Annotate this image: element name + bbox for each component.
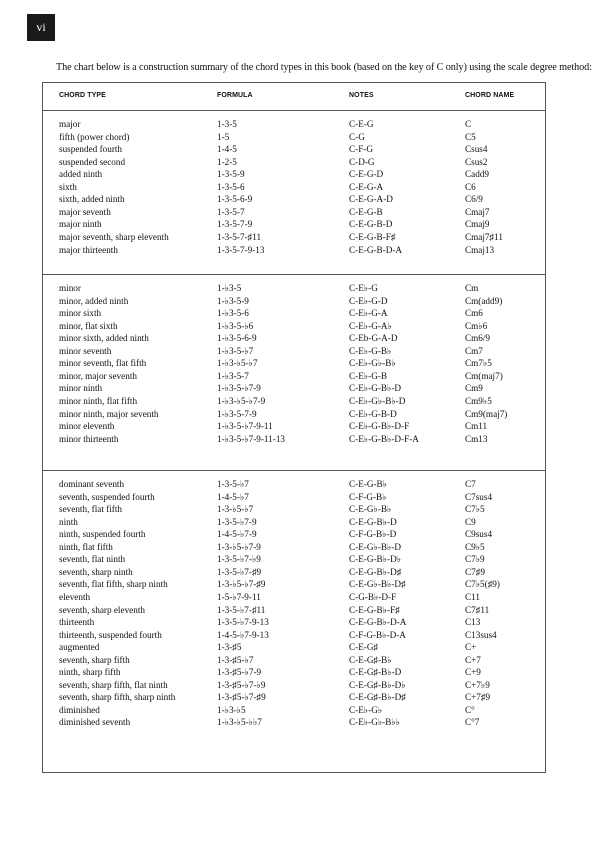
- chord-name-cell: Csus4: [465, 144, 488, 155]
- notes-cell: C-E♭-G-D: [349, 295, 388, 306]
- notes-cell: C-Eb-G-A-D: [349, 333, 398, 344]
- formula-cell: 1-4-5-♭7-9: [217, 529, 257, 540]
- formula-cell: 1-4-5: [217, 144, 237, 155]
- chord-type-cell: sixth: [59, 181, 77, 192]
- chord-type-cell: seventh, sharp fifth, flat ninth: [59, 679, 168, 690]
- chord-name-cell: C9♭5: [465, 541, 485, 552]
- notes-cell: C-E♭-G-B♭-D-F: [349, 421, 410, 432]
- chord-name-cell: Cmaj7: [465, 206, 490, 217]
- table-row: [43, 655, 545, 667]
- table-row: [43, 567, 545, 579]
- chord-type-cell: major seventh, sharp eleventh: [59, 231, 169, 242]
- notes-cell: C-E♭-G-B♭-D-F-A: [349, 433, 419, 444]
- notes-cell: C-E-G♭-B♭-D♯: [349, 579, 406, 590]
- table-row: [43, 169, 545, 181]
- chord-type-cell: ninth, sharp fifth: [59, 667, 121, 678]
- formula-cell: 1-3-♯5-♭7: [217, 654, 254, 665]
- chord-name-cell: C7♭9: [465, 554, 485, 565]
- chord-name-cell: C+7♭9: [465, 679, 490, 690]
- table-row: [43, 605, 545, 617]
- notes-cell: C-E♭-G♭-B♭-D: [349, 395, 406, 406]
- notes-cell: C-G: [349, 131, 365, 142]
- notes-cell: C-E-G♯: [349, 642, 379, 653]
- formula-cell: 1-3-5-7-9-13: [217, 244, 265, 255]
- notes-cell: C-E-G-B♭-D♯: [349, 566, 402, 577]
- notes-cell: C-G-B♭-D-F: [349, 591, 397, 602]
- chord-type-cell: seventh, sharp fifth: [59, 654, 130, 665]
- notes-cell: C-E♭-G♭-B♭♭: [349, 717, 401, 728]
- chord-name-cell: C7♯9: [465, 566, 485, 577]
- chord-type-cell: major thirteenth: [59, 244, 118, 255]
- table-row: [43, 680, 545, 692]
- formula-cell: 1-2-5: [217, 156, 237, 167]
- chord-type-cell: suspended second: [59, 156, 126, 167]
- chord-name-cell: Cm(add9): [465, 295, 503, 306]
- chord-type-cell: seventh, suspended fourth: [59, 491, 155, 502]
- chord-type-cell: eleventh: [59, 591, 91, 602]
- formula-cell: 1-3-5-♭7-9: [217, 516, 257, 527]
- notes-cell: C-E-G-B♭: [349, 479, 388, 489]
- formula-cell: 1-3-♯5-♭7-♭9: [217, 679, 266, 690]
- table-row: [43, 717, 545, 729]
- table-row: [43, 119, 545, 131]
- chord-type-cell: minor ninth, major seventh: [59, 408, 159, 419]
- header-formula: FORMULA: [217, 92, 253, 99]
- chord-name-cell: C°: [465, 704, 475, 715]
- table-header: [43, 83, 545, 111]
- formula-cell: 1-5-♭7-9-11: [217, 591, 261, 602]
- chord-type-cell: added ninth: [59, 169, 103, 180]
- chord-name-cell: C13sus4: [465, 629, 497, 640]
- chord-name-cell: Cm6/9: [465, 333, 491, 344]
- chord-type-cell: minor ninth, flat fifth: [59, 395, 138, 406]
- chord-name-cell: Cm(maj7): [465, 370, 503, 381]
- formula-cell: 1-♭3-5-♭7-9: [217, 383, 261, 394]
- table-row: [43, 346, 545, 358]
- table-row: [43, 517, 545, 529]
- table-row: [43, 409, 545, 421]
- chord-name-cell: Cm9♭5: [465, 395, 492, 406]
- chord-name-cell: Cm9: [465, 383, 483, 394]
- formula-cell: 1-3-♯5-♭7-♯9: [217, 692, 266, 703]
- formula-cell: 1-3-♯5: [217, 642, 242, 653]
- table-row: [43, 383, 545, 395]
- table-row: [43, 617, 545, 629]
- chord-name-cell: C6: [465, 181, 476, 192]
- formula-cell: 1-3-5-6: [217, 181, 245, 192]
- formula-cell: 1-3-5: [217, 119, 237, 129]
- table-row: [43, 308, 545, 320]
- chord-type-cell: seventh, sharp ninth: [59, 566, 133, 577]
- chord-type-cell: seventh, sharp fifth, sharp ninth: [59, 692, 176, 703]
- formula-cell: 1-3-5-9: [217, 169, 245, 180]
- formula-cell: 1-♭3-5-9: [217, 295, 249, 306]
- table-row: [43, 479, 545, 491]
- header-notes: NOTES: [349, 92, 374, 99]
- formula-cell: 1-♭3-5: [217, 283, 242, 293]
- notes-cell: C-E-G♯-B♭-D: [349, 667, 402, 678]
- chord-type-cell: diminished seventh: [59, 717, 131, 728]
- chord-type-cell: minor sixth, added ninth: [59, 333, 149, 344]
- notes-cell: C-E-G-D: [349, 169, 384, 180]
- chord-type-cell: diminished: [59, 704, 100, 715]
- notes-cell: C-E-G♯-B♭-D♭: [349, 679, 406, 690]
- chord-type-cell: major seventh: [59, 206, 111, 217]
- table-row: [43, 692, 545, 704]
- notes-cell: C-E-G♭-B♭-D: [349, 541, 402, 552]
- formula-cell: 1-3-♯5-♭7-9: [217, 667, 262, 678]
- formula-cell: 1-3-5-6-9: [217, 194, 253, 205]
- chord-type-cell: ninth: [59, 516, 78, 527]
- formula-cell: 1-3-5-7-9: [217, 219, 253, 230]
- chord-type-cell: minor, major seventh: [59, 370, 137, 381]
- formula-cell: 1-♭3-5-6-9: [217, 333, 257, 344]
- formula-cell: 1-♭3-5-♭7: [217, 345, 254, 356]
- notes-cell: C-E♭-G-B♭-D: [349, 383, 402, 394]
- chord-name-cell: Cm11: [465, 421, 488, 432]
- table-row: [43, 157, 545, 169]
- formula-cell: 1-♭3-5-6: [217, 308, 249, 319]
- intro-text: The chart below is a construction summary of the chord types in this book (based on the key of C only) using the scale degree method:: [56, 62, 592, 73]
- chord-type-cell: dominant seventh: [59, 479, 125, 489]
- chord-name-cell: C5: [465, 131, 476, 142]
- table-row: [43, 434, 545, 446]
- chord-section-1: [43, 111, 545, 275]
- chord-type-cell: major: [59, 119, 81, 129]
- chord-type-cell: minor sixth: [59, 308, 102, 319]
- chord-name-cell: C°7: [465, 717, 480, 728]
- table-row: [43, 132, 545, 144]
- chord-type-cell: thirteenth, suspended fourth: [59, 629, 162, 640]
- table-row: [43, 421, 545, 433]
- table-row: [43, 232, 545, 244]
- chord-type-cell: ninth, flat fifth: [59, 541, 113, 552]
- notes-cell: C-E♭-G-A♭: [349, 320, 392, 331]
- chord-type-cell: seventh, flat fifth, sharp ninth: [59, 579, 168, 590]
- table-row: [43, 396, 545, 408]
- table-row: [43, 642, 545, 654]
- notes-cell: C-E♭-G♭: [349, 704, 383, 715]
- table-row: [43, 592, 545, 604]
- chord-type-cell: minor thirteenth: [59, 433, 119, 444]
- chord-name-cell: C+: [465, 642, 477, 653]
- notes-cell: C-E-G-B: [349, 206, 383, 217]
- chord-section-2: [43, 275, 545, 471]
- chord-type-cell: minor: [59, 283, 81, 293]
- chord-name-cell: C+7♯9: [465, 692, 491, 703]
- formula-cell: 1-4-5-♭7: [217, 491, 249, 502]
- chord-name-cell: C9sus4: [465, 529, 493, 540]
- chord-name-cell: C+7: [465, 654, 481, 665]
- chord-name-cell: Cmaj7♯11: [465, 231, 503, 242]
- chord-type-cell: sixth, added ninth: [59, 194, 125, 205]
- chord-type-cell: seventh, flat fifth: [59, 504, 123, 515]
- chord-type-cell: suspended fourth: [59, 144, 123, 155]
- notes-cell: C-E♭-G-B♭: [349, 345, 392, 356]
- chord-name-cell: C7♯11: [465, 604, 490, 615]
- table-row: [43, 504, 545, 516]
- table-row: [43, 283, 545, 295]
- chord-name-cell: C7sus4: [465, 491, 493, 502]
- formula-cell: 1-♭3-5-7-9: [217, 408, 257, 419]
- table-row: [43, 245, 545, 257]
- notes-cell: C-E-G♯-B♭: [349, 654, 392, 665]
- notes-cell: C-E♭-G-B-D: [349, 408, 397, 419]
- page-number: vi: [36, 20, 46, 34]
- notes-cell: C-F-G-B♭: [349, 491, 387, 502]
- chord-name-cell: Cm♭6: [465, 320, 488, 331]
- notes-cell: C-E-G-B♭-F♯: [349, 604, 400, 615]
- chord-name-cell: C7♭5: [465, 504, 485, 515]
- formula-cell: 1-♭3-5-♭6: [217, 320, 254, 331]
- table-row: [43, 542, 545, 554]
- chord-name-cell: C+9: [465, 667, 481, 678]
- formula-cell: 1-3-♭5-♭7-9: [217, 541, 261, 552]
- chord-name-cell: Cmaj13: [465, 244, 495, 255]
- formula-cell: 1-♭3-♭5-♭7-9: [217, 395, 266, 406]
- chord-chart-table: [42, 82, 546, 773]
- formula-cell: 1-3-5-♭7: [217, 479, 249, 489]
- table-row: [43, 333, 545, 345]
- chord-type-cell: fifth (power chord): [59, 131, 130, 142]
- formula-cell: 1-♭3-♭5-♭7: [217, 358, 258, 369]
- formula-cell: 1-5: [217, 131, 230, 142]
- notes-cell: C-E-G-B♭-D: [349, 516, 397, 527]
- formula-cell: 1-3-5-♭7-♭9: [217, 554, 261, 565]
- chord-name-cell: Cm: [465, 283, 479, 293]
- chord-type-cell: major ninth: [59, 219, 102, 230]
- table-row: [43, 554, 545, 566]
- chord-type-cell: seventh, sharp eleventh: [59, 604, 145, 615]
- notes-cell: C-E♭-G-B: [349, 370, 388, 381]
- chord-name-cell: C11: [465, 591, 480, 602]
- notes-cell: C-E-G♯-B♭-D♯: [349, 692, 406, 703]
- notes-cell: C-E♭-G♭-B♭: [349, 358, 396, 369]
- chord-name-cell: C7♭5(♯9): [465, 579, 500, 590]
- table-row: [43, 321, 545, 333]
- chord-name-cell: Cm9(maj7): [465, 408, 508, 419]
- formula-cell: 1-3-5-♭7-♯11: [217, 604, 266, 615]
- formula-cell: 1-3-♭5-♭7: [217, 504, 254, 515]
- formula-cell: 1-3-♭5-♭7-♯9: [217, 579, 266, 590]
- notes-cell: C-E♭-G: [349, 283, 378, 293]
- table-row: [43, 492, 545, 504]
- formula-cell: 1-♭3-5-7: [217, 370, 249, 381]
- notes-cell: C-E-G-B-D-A: [349, 244, 403, 255]
- chord-type-cell: minor, flat sixth: [59, 320, 118, 331]
- page-number-tab: [27, 14, 55, 41]
- chord-type-cell: seventh, flat ninth: [59, 554, 126, 565]
- notes-cell: C-E-G-B-D: [349, 219, 393, 230]
- table-row: [43, 371, 545, 383]
- table-row: [43, 182, 545, 194]
- chord-type-cell: minor, added ninth: [59, 295, 129, 306]
- formula-cell: 1-3-5-♭7-♯9: [217, 566, 262, 577]
- chord-name-cell: C7: [465, 479, 476, 489]
- notes-cell: C-F-G: [349, 144, 373, 155]
- chord-name-cell: Cmaj9: [465, 219, 490, 230]
- notes-cell: C-E-G-B♭-D♭: [349, 554, 402, 565]
- table-row: [43, 630, 545, 642]
- formula-cell: 1-3-5-7-♯11: [217, 231, 262, 242]
- table-row: [43, 579, 545, 591]
- table-row: [43, 529, 545, 541]
- formula-cell: 1-3-5-7: [217, 206, 245, 217]
- table-row: [43, 296, 545, 308]
- chord-name-cell: Csus2: [465, 156, 488, 167]
- chord-type-cell: thirteenth: [59, 617, 95, 628]
- table-row: [43, 194, 545, 206]
- header-chord-type: CHORD TYPE: [59, 92, 106, 99]
- notes-cell: C-F-G-B♭-D: [349, 529, 397, 540]
- chord-name-cell: Cadd9: [465, 169, 489, 180]
- formula-cell: 1-3-5-♭7-9-13: [217, 617, 269, 628]
- chord-type-cell: minor seventh: [59, 345, 112, 356]
- table-row: [43, 144, 545, 156]
- chord-name-cell: Cm7: [465, 345, 483, 356]
- chord-name-cell: C: [465, 119, 472, 129]
- formula-cell: 1-♭3-♭5: [217, 704, 246, 715]
- chord-type-cell: ninth, suspended fourth: [59, 529, 146, 540]
- formula-cell: 1-♭3-♭5-♭♭7: [217, 717, 262, 728]
- notes-cell: C-E♭-G-A: [349, 308, 388, 319]
- formula-cell: 1-♭3-5-♭7-9-11: [217, 421, 273, 432]
- notes-cell: C-F-G-B♭-D-A: [349, 629, 406, 640]
- header-chord-name: CHORD NAME: [465, 92, 515, 99]
- chord-type-cell: minor ninth: [59, 383, 103, 394]
- notes-cell: C-E-G-A-D: [349, 194, 393, 205]
- chord-name-cell: Cm6: [465, 308, 483, 319]
- chord-name-cell: C9: [465, 516, 476, 527]
- table-row: [43, 219, 545, 231]
- notes-cell: C-E-G-B-F♯: [349, 231, 396, 242]
- table-row: [43, 207, 545, 219]
- notes-cell: C-E-G-A: [349, 181, 384, 192]
- formula-cell: 1-4-5-♭7-9-13: [217, 629, 269, 640]
- chord-type-cell: minor eleventh: [59, 421, 115, 432]
- chord-type-cell: minor seventh, flat fifth: [59, 358, 147, 369]
- notes-cell: C-D-G: [349, 156, 375, 167]
- notes-cell: C-E-G♭-B♭: [349, 504, 392, 515]
- notes-cell: C-E-G: [349, 119, 374, 129]
- chord-name-cell: Cm7♭5: [465, 358, 492, 369]
- table-row: [43, 667, 545, 679]
- chord-section-3: [43, 471, 545, 774]
- notes-cell: C-E-G-B♭-D-A: [349, 617, 407, 628]
- chord-name-cell: C6/9: [465, 194, 483, 205]
- table-row: [43, 358, 545, 370]
- chord-type-cell: augmented: [59, 642, 100, 653]
- table-row: [43, 705, 545, 717]
- chord-name-cell: Cm13: [465, 433, 488, 444]
- formula-cell: 1-♭3-5-♭7-9-11-13: [217, 433, 286, 444]
- chord-name-cell: C13: [465, 617, 481, 628]
